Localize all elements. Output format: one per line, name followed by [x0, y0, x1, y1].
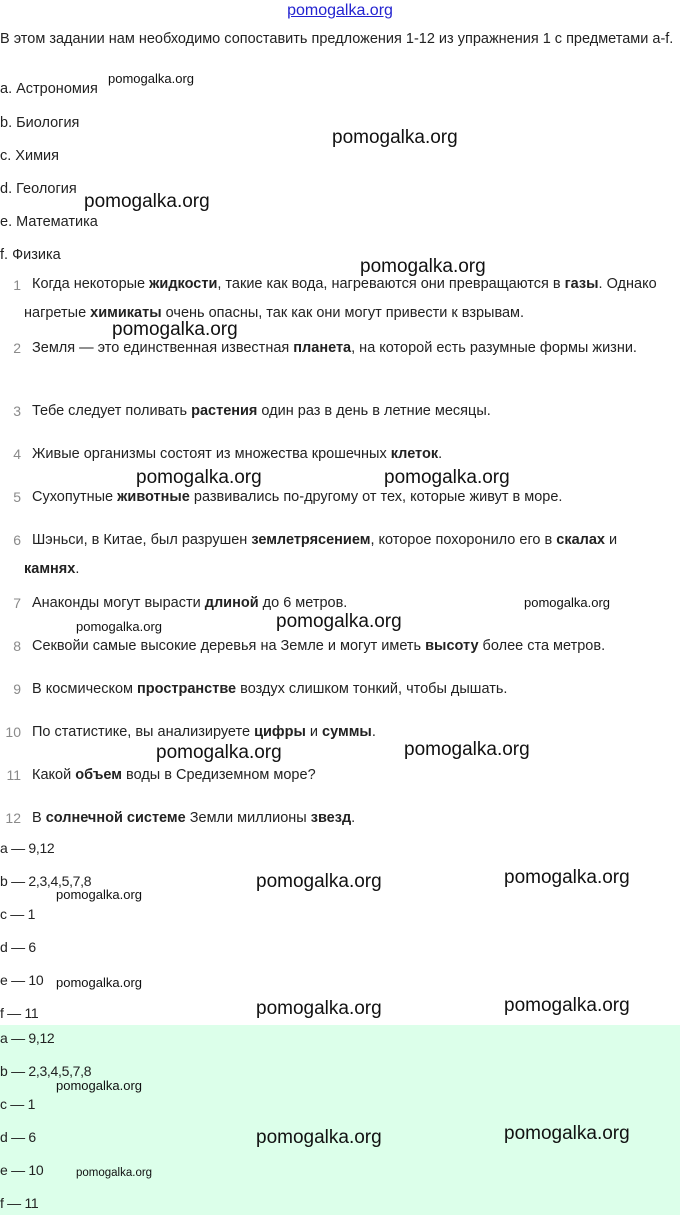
sentence-text: очень опасны, так как они могут привести к взрывам. — [161, 304, 525, 321]
sentence-text: более ста метров. — [478, 638, 606, 654]
subject-astronomy: a. Астрономия — [0, 81, 98, 97]
sentence-text: . — [351, 810, 356, 826]
sentence-9 — [24, 675, 676, 704]
sentence-10 — [24, 718, 676, 747]
watermark: pomogalka.org — [108, 71, 194, 86]
watermark: pomogalka.org — [256, 1127, 382, 1148]
sentence-number: 6 — [13, 532, 21, 548]
watermark: pomogalka.org — [276, 611, 402, 632]
sentence-text: Шэньси, в Китае, был разрушен — [32, 532, 252, 548]
keyword: солнечной системе — [45, 810, 186, 826]
watermark: pomogalka.org — [76, 619, 162, 634]
answer-b: b — 2,3,4,5,7,8 — [0, 873, 92, 889]
watermark: pomogalka.org — [84, 191, 210, 212]
sentence-8 — [24, 632, 676, 661]
sentence-number: 9 — [13, 681, 21, 697]
sentence-text: . — [75, 560, 80, 577]
watermark: pomogalka.org — [56, 1078, 142, 1093]
sentence-text: Земли миллионы — [185, 810, 311, 826]
watermark: pomogalka.org — [504, 995, 630, 1016]
sentence-6 — [24, 526, 676, 583]
keyword: планета — [293, 340, 352, 356]
sentence-number: 7 — [13, 595, 21, 611]
sentence-text: воздух слишком тонкий, чтобы дышать. — [236, 681, 508, 697]
sentence-text: Земля — это единственная известная — [32, 340, 294, 356]
highlighted-answer-e: e — 10 — [0, 1162, 44, 1178]
watermark: pomogalka.org — [56, 975, 142, 990]
sentence-11 — [24, 761, 676, 790]
subject-physics: f. Физика — [0, 247, 61, 263]
task-intro: В этом задании нам необходимо сопоставить предложения 1-12 из упражнения 1 с предметами a-f. — [0, 31, 674, 47]
keyword: суммы — [322, 724, 372, 740]
keyword: пространстве — [137, 681, 237, 697]
keyword: высоту — [425, 638, 479, 654]
watermark: pomogalka.org — [112, 319, 238, 340]
sentence-text: Живые организмы состоят из множества крошечных — [32, 446, 391, 462]
sentence-text: По статистике, вы анализируете — [32, 724, 255, 740]
subject-math: e. Математика — [0, 214, 98, 230]
sentence-4 — [24, 440, 676, 469]
sentence-3 — [24, 397, 676, 426]
sentence-text: , которое похоронило его в — [370, 532, 557, 548]
sentence-number: 4 — [13, 446, 21, 462]
subject-geology: d. Геология — [0, 181, 77, 197]
sentence-text: Секвойи самые высокие деревья на Земле и могут иметь — [32, 638, 426, 654]
subject-chemistry: c. Химия — [0, 148, 59, 164]
sentence-text: до 6 метров. — [258, 595, 348, 611]
keyword: газы — [564, 276, 599, 292]
sentence-number: 8 — [13, 638, 21, 654]
watermark: pomogalka.org — [360, 256, 486, 277]
sentence-text: В — [32, 810, 46, 826]
answer-d: d — 6 — [0, 939, 36, 955]
watermark: pomogalka.org — [256, 998, 382, 1019]
sentence-text: один раз в день в летние месяцы. — [257, 403, 491, 419]
sentence-text: Анаконды могут вырасти — [32, 595, 205, 611]
watermark: pomogalka.org — [76, 1167, 153, 1179]
sentence-12 — [24, 804, 676, 833]
sentence-text: . — [438, 446, 443, 462]
sentence-number: 10 — [5, 724, 21, 740]
watermark: pomogalka.org — [384, 467, 510, 488]
sentence-number: 11 — [6, 767, 21, 783]
watermark: pomogalka.org — [156, 742, 282, 763]
sentence-text: Тебе следует поливать — [32, 403, 192, 419]
sentence-text: развивались по-другому от тех, которые живут в море. — [189, 489, 563, 505]
keyword: землетрясением — [251, 532, 371, 548]
keyword: жидкости — [149, 276, 218, 292]
keyword: длиной — [204, 595, 259, 611]
keyword: цифры — [254, 724, 306, 740]
keyword: объем — [75, 767, 123, 783]
sentence-number: 12 — [5, 810, 21, 826]
keyword: животные — [117, 489, 190, 505]
watermark: pomogalka.org — [136, 467, 262, 488]
highlighted-answer-f: f — 11 — [0, 1195, 39, 1211]
answer-a: a — 9,12 — [0, 840, 55, 856]
sentence-text: . Однако нагретые — [24, 276, 657, 321]
watermark: pomogalka.org — [524, 595, 610, 610]
watermark: pomogalka.org — [504, 867, 630, 888]
sentence-text: и — [305, 724, 323, 740]
sentence-5 — [24, 483, 676, 512]
highlighted-answer-b: b — 2,3,4,5,7,8 — [0, 1063, 92, 1079]
highlighted-answer-d: d — 6 — [0, 1129, 36, 1145]
sentence-text: , на которой есть разумные формы жизни. — [351, 340, 637, 356]
highlighted-answer-c: c — 1 — [0, 1096, 36, 1112]
highlighted-answer-box — [0, 1025, 680, 1215]
keyword: химикаты — [90, 304, 162, 321]
sentence-number: 2 — [13, 340, 21, 356]
sentence-number: 3 — [13, 403, 21, 419]
watermark: pomogalka.org — [404, 739, 530, 760]
sentence-number: 1 — [13, 277, 21, 293]
answer-f: f — 11 — [0, 1005, 39, 1021]
sentence-text: воды в Средиземном море? — [122, 767, 316, 783]
keyword: звезд — [310, 810, 352, 826]
watermark: pomogalka.org — [504, 1123, 630, 1144]
sentence-text: Сухопутные — [32, 489, 118, 505]
sentence-text: Когда некоторые — [32, 276, 150, 292]
sentence-text: . — [371, 724, 376, 740]
keyword: растения — [191, 403, 258, 419]
subject-biology: b. Биология — [0, 115, 80, 131]
site-title-link[interactable]: pomogalka.org — [287, 2, 393, 19]
sentence-text: Какой — [32, 767, 76, 783]
watermark: pomogalka.org — [56, 887, 142, 902]
keyword: скалах — [556, 532, 605, 548]
sentence-text: , такие как вода, нагреваются они превращаются в — [217, 276, 565, 292]
sentence-number: 5 — [13, 489, 21, 505]
keyword: камнях — [24, 560, 76, 577]
sentence-text: В космическом — [32, 681, 138, 697]
watermark: pomogalka.org — [332, 127, 458, 148]
watermark: pomogalka.org — [256, 871, 382, 892]
answer-e: e — 10 — [0, 972, 44, 988]
answer-c: c — 1 — [0, 906, 36, 922]
highlighted-answer-a: a — 9,12 — [0, 1030, 55, 1046]
sentence-text: и — [604, 532, 618, 548]
keyword: клеток — [390, 446, 439, 462]
